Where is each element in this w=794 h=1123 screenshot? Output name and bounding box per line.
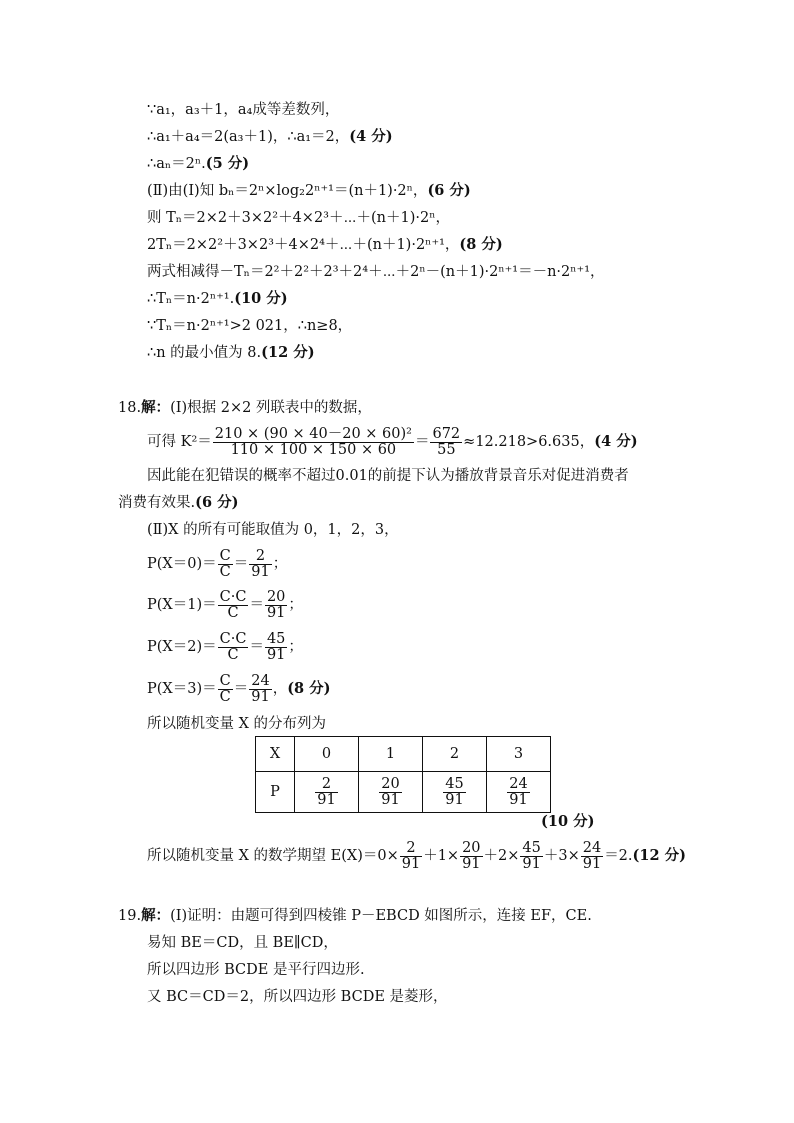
table-fraction: $\frac{24}{91}$ — [509, 775, 528, 808]
comb-fraction: $\frac{C}{C}$ — [219, 547, 231, 580]
score-10b: (10 分) — [541, 813, 595, 830]
value-fraction: $\frac{45}{91}$ — [266, 630, 286, 663]
prob-x2: P(X＝2)＝ $\frac{C\cdot C}{C}$ ＝ $\frac{45}{91}$ ； — [147, 630, 303, 663]
table-cell — [359, 772, 423, 813]
k2-fraction: $\frac{\text{210 × (90 × 40－20 × 60)²}}{110 \times 100 \times 150 \times 60}$ — [214, 425, 412, 458]
s17-line-9: ∵Tₙ＝n·2ⁿ⁺¹>2 021，∴n≥8， — [147, 318, 353, 334]
value-fraction: $\frac{2}{91}$ — [251, 547, 270, 580]
table-cell: 0 — [295, 737, 359, 772]
s17-line-1: ∵a₁，a₃＋1，a₄成等差数列， — [147, 102, 340, 118]
prob-x0: P(X＝0)＝ $\frac{C}{C}$ ＝ $\frac{2}{91}$ ； — [147, 547, 288, 580]
score-5: (5 分) — [205, 155, 250, 172]
s17-line-8: ∴Tₙ＝n·2ⁿ⁺¹.(10 分) — [147, 290, 288, 307]
problem-number: 18. — [118, 400, 142, 416]
score-12b: (12 分) — [632, 847, 686, 864]
s17-line-2: ∴a₁＋a₄＝2(a₃＋1)，∴a₁＝2，(4 分) — [147, 128, 393, 145]
table-fraction: $\frac{20}{91}$ — [381, 775, 400, 808]
score-6: (6 分) — [427, 182, 471, 199]
distribution-table — [255, 736, 551, 813]
table-cell — [295, 772, 359, 813]
table-header-p: P — [256, 772, 295, 813]
s19-line-2: 易知 BE＝CD，且 BE∥CD， — [147, 935, 338, 951]
exp-fraction: $\frac{20}{91}$ — [462, 839, 481, 872]
score-8: (8 分) — [459, 236, 503, 253]
solution-label: 解： — [141, 907, 171, 924]
value-fraction: $\frac{20}{91}$ — [266, 588, 286, 621]
table-fraction: $\frac{45}{91}$ — [445, 775, 464, 808]
score-8b: (8 分) — [287, 680, 331, 697]
score-12: (12 分) — [261, 344, 315, 361]
s17-line-10: ∴n 的最小值为 8.(12 分) — [147, 344, 315, 361]
s17-line-4: (Ⅱ)由(Ⅰ)知 bₙ＝2ⁿ×log₂2ⁿ⁺¹＝(n＋1)·2ⁿ，(6 分) — [147, 182, 471, 199]
comb-fraction: $\frac{C}{C}$ — [219, 672, 231, 705]
s18-line-4: 消费有效果.(6 分) — [118, 494, 239, 511]
s17-line-6: 2Tₙ＝2×2²＋3×2³＋4×2⁴＋⋯＋(n＋1)·2ⁿ⁺¹，(8 分) — [147, 236, 503, 253]
dist-intro: 所以随机变量 X 的分布列为 — [147, 716, 327, 732]
expectation: 所以随机变量 X 的数学期望 E(X)＝0× $\frac{2}{91}$ ＋1× $\frac{20}{91}$ ＋2× $\frac{45}{91}$ ＋3× $\frac{24}{91}$ ＝2.(12 分) — [147, 839, 686, 872]
table-cell: 2 — [423, 737, 487, 772]
problem-number: 19. — [118, 908, 142, 924]
s19-line-4: 又 BC＝CD＝2，所以四边形 BCDE 是菱形， — [147, 989, 448, 1005]
s19-line-1: 19.解：(Ⅰ)证明：由题可得到四棱锥 P－EBCD 如图所示，连接 EF，CE. — [118, 907, 592, 924]
score-4: (4 分) — [349, 128, 393, 145]
s19-line-3: 所以四边形 BCDE 是平行四边形. — [147, 962, 365, 978]
score-6b: (6 分) — [195, 494, 239, 511]
table-cell: 3 — [487, 737, 551, 772]
score-10: (10 分) — [234, 290, 288, 307]
s18-line-5: (Ⅱ)X 的所有可能取值为 0，1，2，3， — [147, 522, 399, 538]
k2-formula: 可得 K²＝ $\frac{\text{210 × (90 × 40－20 × 60)²}}{110 \times 100 \times 150 \times 60}$ ＝ $\frac{672}{55}$ ≈12.218>6.635，(4 分) — [147, 425, 638, 458]
table-fraction: $\frac{2}{91}$ — [317, 775, 336, 808]
prob-x1: P(X＝1)＝ $\frac{C\cdot C}{C}$ ＝ $\frac{20}{91}$ ； — [147, 588, 303, 621]
score-4b: (4 分) — [594, 433, 638, 450]
table-cell: 1 — [359, 737, 423, 772]
exp-fraction: $\frac{2}{91}$ — [401, 839, 421, 872]
s18-line-1: 18.解：(Ⅰ)根据 2×2 列联表中的数据， — [118, 399, 372, 416]
table-cell — [423, 772, 487, 813]
s17-line-5: 则 Tₙ＝2×2＋3×2²＋4×2³＋⋯＋(n＋1)·2ⁿ， — [147, 210, 451, 226]
exp-fraction: $\frac{45}{91}$ — [522, 839, 541, 872]
s17-line-3: ∴aₙ＝2ⁿ.(5 分) — [147, 155, 250, 172]
table-cell — [487, 772, 551, 813]
exp-fraction: $\frac{24}{91}$ — [582, 839, 602, 872]
comb-fraction: $\frac{C\cdot C}{C}$ — [219, 588, 247, 621]
s17-line-7: 两式相减得－Tₙ＝2²＋2²＋2³＋2⁴＋⋯＋2ⁿ－(n＋1)·2ⁿ⁺¹＝－n·2ⁿ⁺¹， — [147, 264, 605, 280]
table-header-x: X — [256, 737, 295, 772]
k2-fraction-2: $\frac{672}{55}$ — [432, 425, 461, 458]
comb-fraction: $\frac{C\cdot C}{C}$ — [219, 630, 247, 663]
solution-label: 解： — [141, 399, 171, 416]
s18-line-3: 因此能在犯错误的概率不超过0.01的前提下认为播放背景音乐对促进消费者 — [147, 468, 629, 484]
prob-x3: P(X＝3)＝ $\frac{C}{C}$ ＝ $\frac{24}{91}$ ，(8 分) — [147, 672, 331, 705]
value-fraction: $\frac{24}{91}$ — [251, 672, 270, 705]
table-row — [256, 737, 551, 772]
table-row — [256, 772, 551, 813]
